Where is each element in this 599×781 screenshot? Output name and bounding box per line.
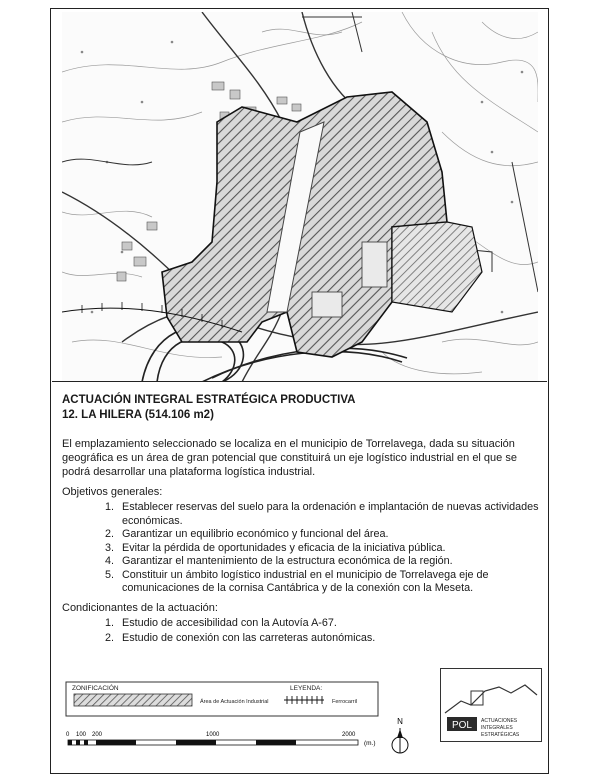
- item-number: 2.: [104, 528, 114, 540]
- list-item: [86, 542, 546, 556]
- item-number: 1.: [104, 501, 114, 513]
- site-map: [62, 12, 538, 382]
- item-text: Constituir un ámbito logístico industrial en el municipio de Torrelavega eje de comunicaciones de la cornisa Cantábrica y de la conexión con la Meseta.: [122, 568, 489, 594]
- leyenda-label: LEYENDA:: [290, 685, 323, 692]
- scale-unit: (m.): [364, 740, 376, 747]
- pol-logo: [440, 668, 542, 742]
- item-number: 1.: [104, 617, 114, 629]
- logo-caption-3: ESTRATÉGICAS: [481, 732, 520, 738]
- scale-tick-label: 1000: [206, 732, 220, 738]
- logo-caption-1: ACTUACIONES: [481, 718, 518, 724]
- item-number: 3.: [104, 541, 114, 554]
- document-title: ACTUACIÓN INTEGRAL ESTRATÉGICA PRODUCTIVA: [62, 394, 356, 406]
- document-subtitle: 12. LA HILERA (514.106 m2): [62, 409, 214, 421]
- scale-tick-label: 0: [66, 732, 70, 738]
- objectives-heading: Objetivos generales:: [62, 486, 163, 498]
- item-text: Estudio de accesibilidad con la Autovía A-67.: [122, 617, 337, 629]
- logo-brand: POL: [451, 720, 473, 731]
- intro-paragraph: El emplazamiento seleccionado se localiza en el municipio de Torrelavega, dada su situación geográfica es un área de gran potencial que constituirá un eje logístico industrial en el que se podrá desarrollar una plataforma logística industrial.: [62, 438, 517, 478]
- north-arrow-icon: [392, 717, 408, 753]
- item-number: 2.: [104, 632, 114, 644]
- area-swatch: [74, 694, 192, 706]
- item-text: Establecer reservas del suelo para la ordenación e implantación de nuevas actividades económicas.: [122, 501, 539, 527]
- logo-caption-2: INTEGRALES: [481, 725, 513, 731]
- legend-panel: [62, 672, 424, 760]
- north-label: N: [397, 717, 403, 726]
- map-divider: [52, 381, 547, 382]
- item-text: Estudio de conexión con las carreteras autonómicas.: [122, 632, 376, 644]
- item-text: Evitar la pérdida de oportunidades y eficacia de la iniciativa pública.: [122, 541, 446, 554]
- item-number: 4.: [104, 555, 114, 567]
- item-text: Garantizar el mantenimiento de la estructura económica de la región.: [122, 555, 453, 567]
- rail-legend-label: Ferrocarril: [332, 699, 358, 705]
- conditions-heading: Condicionantes de la actuación:: [62, 602, 218, 614]
- list-item: [86, 569, 546, 596]
- objectives-list: [86, 501, 546, 596]
- list-item: [86, 501, 546, 528]
- conditions-list: [86, 616, 486, 646]
- railway-swatch: [284, 696, 324, 704]
- scale-tick-label: 200: [92, 732, 103, 738]
- item-text: Garantizar un equilibrio económico y funcional del área.: [122, 528, 389, 540]
- list-item: [86, 555, 546, 569]
- scale-bar: [66, 732, 376, 747]
- list-item: [86, 616, 486, 631]
- scale-tick-label: 100: [76, 732, 87, 738]
- list-item: [86, 631, 486, 646]
- area-legend-label: Área de Actuación Industrial: [200, 699, 269, 705]
- scale-tick-label: 2000: [342, 732, 356, 738]
- zonificacion-label: ZONIFICACIÓN: [72, 685, 119, 692]
- item-number: 5.: [104, 568, 114, 581]
- list-item: [86, 528, 546, 542]
